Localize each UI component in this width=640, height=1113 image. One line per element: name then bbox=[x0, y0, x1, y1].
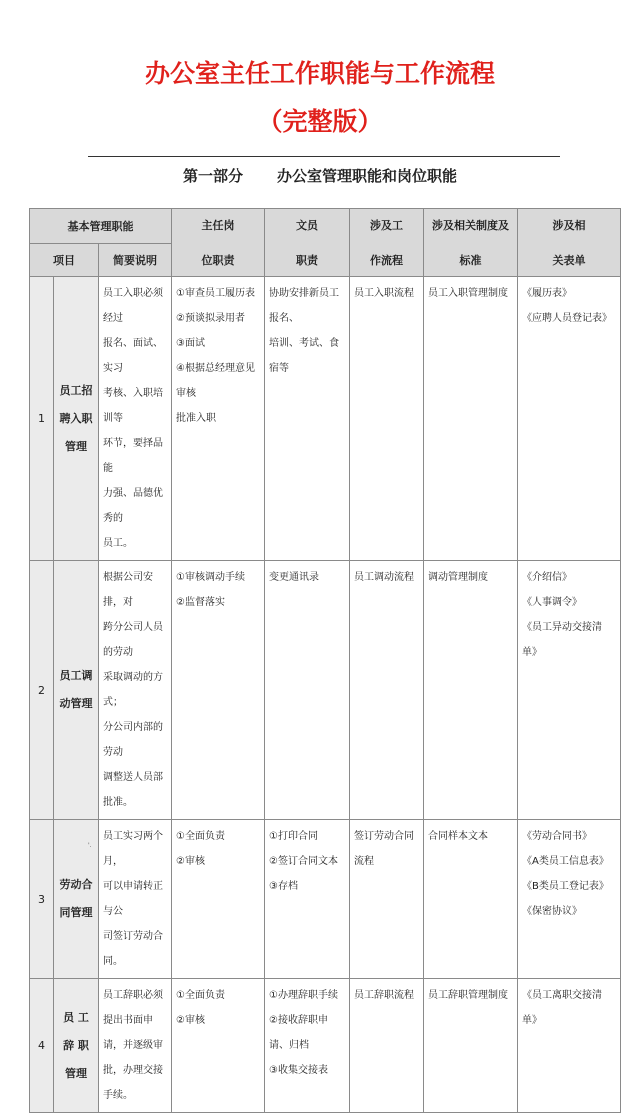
row-item: 员 工 辞 职 管理 bbox=[54, 979, 99, 1113]
table-row bbox=[30, 277, 621, 561]
document-title: 办公室主任工作职能与工作流程 bbox=[144, 59, 495, 88]
section-name: 办公室管理职能和岗位职能 bbox=[277, 167, 458, 185]
horizontal-rule bbox=[88, 156, 560, 157]
header-summary: 简要说明 bbox=[99, 244, 172, 277]
cell-summary: 员工实习两个月， 可以申请转正与公 司签订劳动合同。 bbox=[99, 820, 172, 979]
header-director: 主任岗 位职责 bbox=[172, 209, 265, 277]
header-flow: 涉及工 作流程 bbox=[350, 209, 424, 277]
cell-clerk: ①办理辞职手续 ②接收辞职申 请、归档 ③收集交接表 bbox=[265, 979, 350, 1113]
cell-summary: 员工辞职必须 提出书面申 请，并逐级审 批，办理交接 手续。 bbox=[99, 979, 172, 1113]
cell-summary: 员工入职必须经过 报名、面试、实习 考核、入职培训等 环节，要择品能 力强、品德优秀的 员工。 bbox=[99, 277, 172, 561]
row-item: 劳动合 同管理 bbox=[54, 820, 99, 979]
cell-system: 调动管理制度 bbox=[424, 561, 518, 820]
cell-flow: 员工入职流程 bbox=[350, 277, 424, 561]
footer-mark: '. bbox=[88, 842, 92, 849]
table-row bbox=[30, 979, 621, 1113]
cell-director: ①全面负责 ②审核 bbox=[172, 820, 265, 979]
row-item: 员工调 动管理 bbox=[54, 561, 99, 820]
header-clerk: 文员 职责 bbox=[265, 209, 350, 277]
cell-flow: 签订劳动合同流程 bbox=[350, 820, 424, 979]
section-heading bbox=[0, 165, 640, 186]
cell-director: ①全面负责 ②审核 bbox=[172, 979, 265, 1113]
header-item: 项目 bbox=[30, 244, 99, 277]
duty-table bbox=[29, 208, 621, 1113]
cell-system: 员工辞职管理制度 bbox=[424, 979, 518, 1113]
cell-system: 合同样本文本 bbox=[424, 820, 518, 979]
cell-forms: 《员工离职交接清 单》 bbox=[518, 979, 621, 1113]
row-item: 员工招 聘入职 管理 bbox=[54, 277, 99, 561]
cell-director: ①审查员工履历表 ②预谈拟录用者 ③面试 ④根据总经理意见审核 批准入职 bbox=[172, 277, 265, 561]
header-forms: 涉及相 关表单 bbox=[518, 209, 621, 277]
row-number: 1 bbox=[30, 277, 54, 561]
header-system: 涉及相关制度及 标准 bbox=[424, 209, 518, 277]
section-part: 第一部分 bbox=[182, 167, 243, 185]
table-row bbox=[30, 820, 621, 979]
document-subtitle: （完整版） bbox=[257, 107, 383, 136]
cell-flow: 员工辞职流程 bbox=[350, 979, 424, 1113]
cell-clerk: 变更通讯录 bbox=[265, 561, 350, 820]
header-basic: 基本管理职能 bbox=[30, 209, 172, 244]
cell-director: ①审核调动手续 ②监督落实 bbox=[172, 561, 265, 820]
row-number: 4 bbox=[30, 979, 54, 1113]
cell-flow: 员工调动流程 bbox=[350, 561, 424, 820]
cell-forms: 《介绍信》 《人事调令》 《员工异动交接清单》 bbox=[518, 561, 621, 820]
cell-forms: 《履历表》 《应聘人员登记表》 bbox=[518, 277, 621, 561]
cell-summary: 根据公司安排，对 跨分公司人员的劳动 采取调动的方式； 分公司内部的劳动 调整送人员部批准。 bbox=[99, 561, 172, 820]
cell-forms: 《劳动合同书》 《A类员工信息表》 《B类员工登记表》 《保密协议》 bbox=[518, 820, 621, 979]
row-number: 3 bbox=[30, 820, 54, 979]
cell-clerk: ①打印合同 ②签订合同文本 ③存档 bbox=[265, 820, 350, 979]
row-number: 2 bbox=[30, 561, 54, 820]
cell-system: 员工入职管理制度 bbox=[424, 277, 518, 561]
cell-clerk: 协助安排新员工报名、 培训、考试、食宿等 bbox=[265, 277, 350, 561]
table-row bbox=[30, 561, 621, 820]
